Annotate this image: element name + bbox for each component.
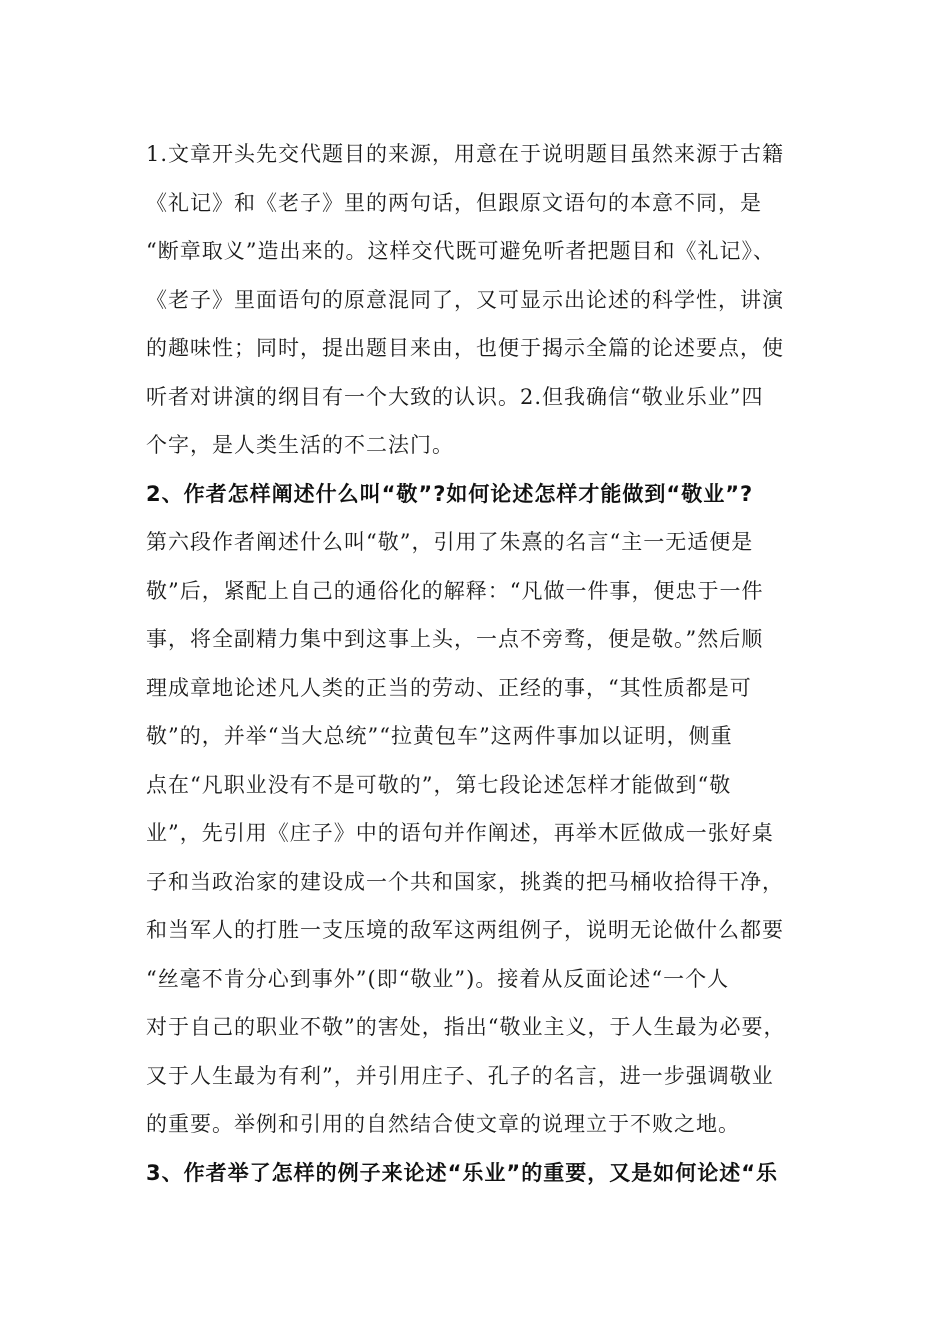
paragraph-line: 和当军人的打胜一支压境的敌军这两组例子，说明无论做什么都要 <box>146 918 784 942</box>
paragraph-line: 敬”后，紧配上自己的通俗化的解释：“凡做一件事，便忠于一件 <box>146 578 764 603</box>
paragraph-line: 1.文章开头先交代题目的来源，用意在于说明题目虽然来源于古籍 <box>146 142 785 166</box>
paragraph-line: 《老子》里面语句的原意混同了，又可显示出论述的科学性，讲演 <box>146 287 784 312</box>
paragraph-line: 业”，先引用《庄子》中的语句并作阐述，再举木匠做成一张好桌 <box>146 821 774 845</box>
paragraph-line: 理成章地论述凡人类的正当的劳动、正经的事，“其性质都是可 <box>146 675 752 700</box>
paragraph-line: 敬”的，并举“当大总统”“拉黄包车”这两件事加以证明，侧重 <box>146 724 733 748</box>
paragraph-line: 第六段作者阐述什么叫“敬”，引用了朱熹的名言“主一无适便是 <box>146 530 754 554</box>
paragraph-line: 子和当政治家的建设成一个共和国家，挑粪的把马桶收拾得干净， <box>146 869 784 894</box>
question-heading-3: 3、作者举了怎样的例子来论述“乐业”的重要，又是如何论述“乐 <box>146 1160 779 1185</box>
paragraph-line: 事，将全副精力集中到这事上头，一点不旁骛，便是敬。”然后顺 <box>146 627 764 651</box>
paragraph-line: “丝毫不肯分心到事外”(即“敬业”)。接着从反面论述“一个人 <box>146 966 730 991</box>
paragraph-line: 又于人生最为有利”，并引用庄子、孔子的名言，进一步强调敬业 <box>146 1063 774 1088</box>
paragraph-line: 的趣味性；同时，提出题目来由，也便于揭示全篇的论述要点，使 <box>146 336 784 360</box>
paragraph-line: 点在“凡职业没有不是可敬的”，第七段论述怎样才能做到“敬 <box>146 772 732 797</box>
paragraph-line: 对于自己的职业不敬”的害处，指出“敬业主义，于人生最为必要， <box>146 1015 786 1039</box>
paragraph-line: 《礼记》和《老子》里的两句话，但跟原文语句的本意不同，是 <box>146 190 762 215</box>
paragraph-line: 个字，是人类生活的不二法门。 <box>146 433 454 457</box>
paragraph-line: 的重要。举例和引用的自然结合使文章的说理立于不败之地。 <box>146 1112 740 1136</box>
document-body <box>146 130 814 1197</box>
paragraph-line: “断章取义”造出来的。这样交代既可避免听者把题目和《礼记》、 <box>146 239 775 263</box>
paragraph-line: 听者对讲演的纲目有一个大致的认识。2.但我确信“敬业乐业”四 <box>146 384 764 409</box>
question-heading-2: 2、作者怎样阐述什么叫“敬”?如何论述怎样才能做到“敬业”? <box>146 481 754 506</box>
